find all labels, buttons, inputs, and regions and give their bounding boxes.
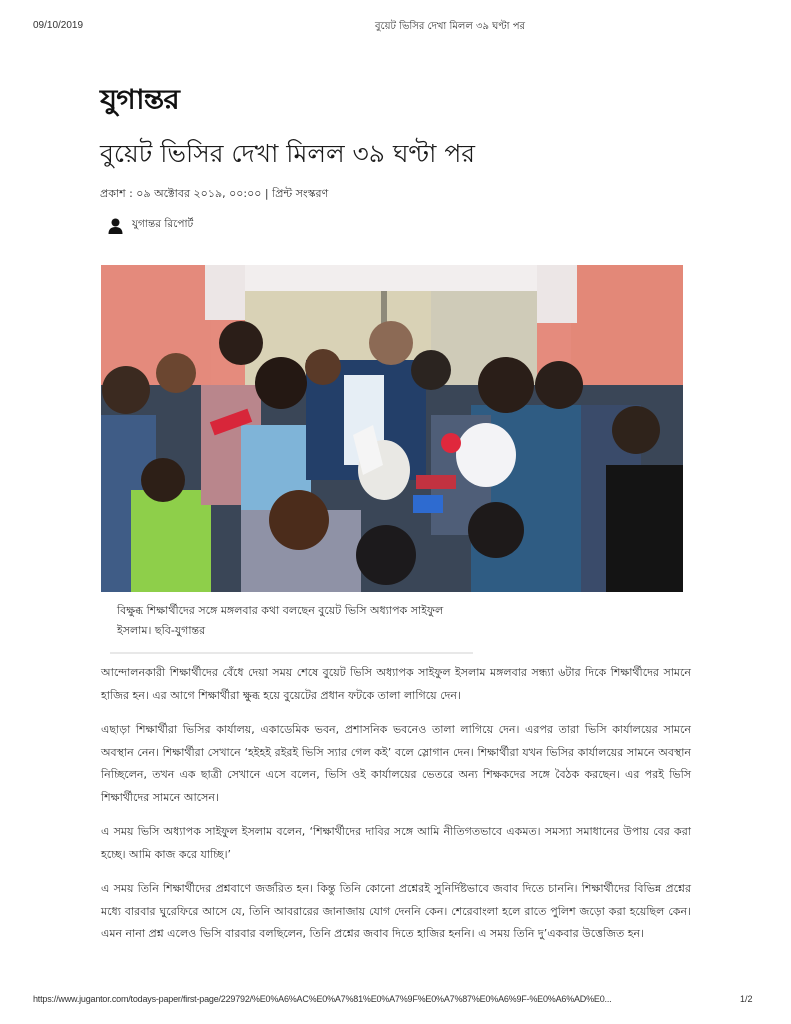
author-byline — [108, 217, 193, 234]
article-paragraph: এ সময় ভিসি অধ্যাপক সাইফুল ইসলাম বলেন, ‘শিক্ষার্থীদের দাবির সঙ্গে আমি নীতিগতভাবে একমত। সমস্যা সমাধানের উপায় বের করা হচ্ছে। আমি কাজ করে যাচ্ছি।’ — [101, 825, 691, 861]
caption-divider — [110, 652, 473, 654]
print-date: 09/10/2019 — [33, 20, 84, 31]
publish-info: প্রকাশ : ০৯ অক্টোবর ২০১৯, ০০:০০ | প্রিন্ট সংস্করণ — [100, 187, 329, 200]
page-number: 1/2 — [740, 994, 753, 1004]
article-headline: বুয়েট ভিসির দেখা মিলল ৩৯ ঘণ্টা পর — [100, 139, 476, 168]
print-page-title: বুয়েট ভিসির দেখা মিলল ৩৯ ঘণ্টা পর — [374, 21, 526, 32]
print-url: https://www.jugantor.com/todays-paper/first-page/229792/%E0%A6%AC%E0%A7%81%E0%A7%9F%E0%A7%87%E0%A6%9F-%E0%A6%AD%E0... — [33, 994, 612, 1004]
article-photo — [101, 265, 683, 592]
article-paragraph: এছাড়া শিক্ষার্থীরা ভিসির কার্যালয়, একাডেমিক ভবন, প্রশাসনিক ভবনেও তালা লাগিয়ে দেন। এরপর তারা ভিসি কার্যালয়ের সামনে অবস্থান নেন। শিক্ষার্থীরা সেখানে ‘হইহই রইরই ভিসি স্যার গেল কই’ বলে স্লোগান দেন। শিক্ষার্থীরা যখন ভিসির কার্যালয়ের সামনে অবস্থান নিচ্ছিলেন, তখন এক ছাত্রী সেখানে এসে বলেন, ভিসি ওই কার্যালয়ের ভেতরে অন্য শিক্ষকদের সঙ্গে বৈঠক করছেন। এর পরই ভিসি শিক্ষার্থীদের সামনে আসেন। — [101, 723, 691, 804]
author-name: যুগান্তর রিপোর্ট — [132, 218, 194, 230]
jugantor-logo[interactable]: যুগান্তর — [100, 84, 179, 116]
article-body — [101, 662, 691, 958]
article-paragraph: আন্দোলনকারী শিক্ষার্থীদের বেঁধে দেয়া সময় শেষে বুয়েট ভিসি অধ্যাপক সাইফুল ইসলাম মঙ্গলবার সন্ধ্যা ৬টার দিকে শিক্ষার্থীদের সামনে হাজির হন। এর আগে শিক্ষার্থীরা ক্ষুব্ধ হয়ে বুয়েটের প্রধান ফটকে তালা লাগিয়ে দেন। — [101, 666, 691, 702]
photo-caption: বিক্ষুব্ধ শিক্ষার্থীদের সঙ্গে মঙ্গলবার কথা বলছেন বুয়েট ভিসি অধ্যাপক সাইফুল ইসলাম। ছবি-যুগান্তর — [117, 604, 444, 637]
article-paragraph: এ সময় তিনি শিক্ষার্থীদের প্রশ্নবাণে জর্জরিত হন। কিন্তু তিনি কোনো প্রশ্নেরই সুনির্দিষ্টভাবে জবাব দিতে চাননি। শিক্ষার্থীদের বিভিন্ন প্রশ্নের মধ্যে বারবার ঘুরেফিরে আসে যে, তিনি আবরারের জানাজায় যোগ দেননি কেন। শেরেবাংলা হলে রাতে পুলিশ জড়ো করা হয়েছিল কেন। এমন নানা প্রশ্ন এলেও ভিসি বারবার বলছিলেন, তিনি প্রশ্নের জবাব দিতে হাজির হননি। এ সময় তিনি দু’একবার উত্তেজিত হন। — [101, 882, 691, 940]
user-icon — [108, 218, 123, 234]
